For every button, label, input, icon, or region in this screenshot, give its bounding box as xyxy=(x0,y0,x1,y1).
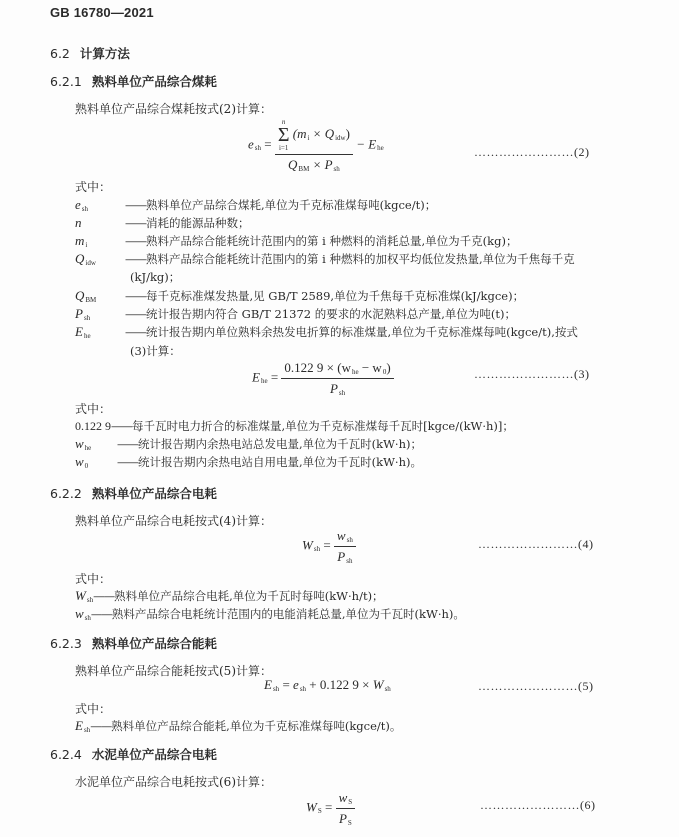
eq-subscript: sh xyxy=(333,165,340,173)
where-label: 式中： xyxy=(75,402,112,416)
section-title: 熟料单位产品综合电耗 xyxy=(91,486,217,501)
section-number: 6.2.3 xyxy=(50,636,82,651)
eq-symbol: e xyxy=(248,136,254,152)
eq-subscript: sh xyxy=(346,557,353,565)
eq-symbol: E xyxy=(264,677,272,692)
eq-term: Q xyxy=(288,157,298,172)
definition-w-sh: $w_{sh}——$熟料产品综合电耗统计范围内的电能消耗总量,单位为千瓦时(kW·h)。 xyxy=(75,606,465,622)
eq-term: − w xyxy=(358,360,382,375)
fraction xyxy=(334,528,356,565)
fraction xyxy=(281,360,393,397)
eq-term: P xyxy=(338,811,347,826)
eq-subscript: idw xyxy=(335,133,346,142)
def-symbol: W xyxy=(75,588,86,603)
definition-e-he-cont: (3)计算： xyxy=(130,344,181,358)
section-6-2-heading xyxy=(50,44,130,62)
def-symbol: Q xyxy=(75,251,85,266)
eq5-intro: 熟料单位产品综合能耗按式(5)计算： xyxy=(75,664,272,678)
def-text: 熟料单位产品综合电耗,单位为千瓦时每吨(kW·h/t)； xyxy=(114,589,384,603)
def-text: 熟料产品综合能耗统计范围内的第 i 种燃料的消耗总量,单位为千克(kg)； xyxy=(146,234,518,248)
def-symbol: m xyxy=(75,233,85,248)
eq-subscript: he xyxy=(260,377,268,386)
eq-symbol: W xyxy=(306,799,317,815)
def-text: 熟料产品综合电耗统计范围内的电能消耗总量,单位为千瓦时(kW·h)。 xyxy=(111,607,465,621)
def-text: 熟料单位产品综合能耗,单位为千克标准煤每吨(kgce/t)。 xyxy=(111,719,402,733)
section-title: 计算方法 xyxy=(79,46,130,61)
eq-term: + 0.122 9 × xyxy=(306,677,373,692)
equation-number-5: ……………………(5) xyxy=(478,679,594,693)
eq-subscript: sh xyxy=(272,685,280,693)
def-subscript: sh xyxy=(84,614,91,622)
where-label: 式中： xyxy=(75,572,112,586)
def-symbol: P xyxy=(75,306,83,321)
fraction xyxy=(275,118,353,173)
def-subscript: i xyxy=(85,241,88,249)
definition-q-idw: $Q_{idw}$ ——熟料产品综合能耗统计范围内的第 i 种燃料的加权平均低位发热量,单位为千焦每千克 xyxy=(75,251,575,267)
equation-4: $W_{sh}$ = $\frac{w_{sh}}{P_{sh}}$ xyxy=(302,528,356,565)
denominator xyxy=(334,547,355,565)
eq-subscript: i xyxy=(307,133,310,142)
def-text: 统计报告期内符合 GB/T 21372 的要求的水泥熟料总产量,单位为吨(t)； xyxy=(146,307,516,321)
def-text: 每千瓦时电力折合的标准煤量,单位为千克标准煤每千瓦时[kgce/(kW·h)]； xyxy=(132,419,514,433)
definition-e-he: $E_{he}$ ——统计报告期内单位熟料余热发电折算的标准煤量,单位为千克标准煤每吨(kgce/t),按式 xyxy=(75,324,578,340)
numerator xyxy=(334,528,356,547)
definition-m-i: $m_i$ ——熟料产品综合能耗统计范围内的第 i 种燃料的消耗总量,单位为千克(kg)； xyxy=(75,233,518,249)
section-number: 6.2.4 xyxy=(50,747,82,762)
eq4-intro: 熟料单位产品综合电耗按式(4)计算： xyxy=(75,514,272,528)
section-number: 6.2.1 xyxy=(50,74,82,89)
def-text: 每千克标准煤发热量,见 GB/T 2589,单位为千焦每千克标准煤(kJ/kgce)； xyxy=(146,289,525,303)
equation-2: $e_{sh}$ = n Σ i=1 $(m_i \times Q_{idw})$ $Q_{BM} \times P_{sh}$ − $E_{he}$ xyxy=(248,118,384,173)
def-symbol: Q xyxy=(75,288,85,303)
where-label: 式中： xyxy=(75,702,112,716)
where-label: 式中： xyxy=(75,180,112,194)
eq-subscript: S xyxy=(348,798,353,806)
equation-number-6: ……………………(6) xyxy=(480,798,596,812)
eq-subscript: sh xyxy=(313,545,321,554)
def-symbol: w xyxy=(75,436,84,451)
definition-E-sh: $E_{sh}——$熟料单位产品综合能耗,单位为千克标准煤每吨(kgce/t)。 xyxy=(75,718,402,734)
eq-term: (m xyxy=(292,125,307,141)
definition-e-sh: $e_{sh}$ ——熟料单位产品综合煤耗,单位为千克标准煤每吨(kgce/t)； xyxy=(75,197,437,213)
definition-p-sh: $P_{sh}$ ——统计报告期内符合 GB/T 21372 的要求的水泥熟料总产量,单位为吨(t)； xyxy=(75,306,516,322)
eq-term: W xyxy=(372,677,384,692)
def-text: 熟料产品综合能耗统计范围内的第 i 种燃料的加权平均低位发热量,单位为千焦每千克 xyxy=(146,252,575,266)
def-text: 统计报告期内单位熟料余热发电折算的标准煤量,单位为千克标准煤每吨(kgce/t),按式 xyxy=(146,325,578,339)
def-symbol: e xyxy=(75,197,81,212)
def-text: 熟料单位产品综合煤耗,单位为千克标准煤每吨(kgce/t)； xyxy=(146,198,437,212)
eq-term: e xyxy=(293,677,299,692)
section-title: 水泥单位产品综合电耗 xyxy=(91,747,217,762)
def-subscript: sh xyxy=(81,205,89,213)
def-subscript: sh xyxy=(86,596,94,604)
eq-term: ) xyxy=(345,125,350,141)
definition-q-idw-cont: (kJ/kg)； xyxy=(130,270,181,284)
equation-6: $W_S$ = $\frac{w_S}{P_S}$ xyxy=(306,790,355,827)
eq-subscript: BM xyxy=(298,165,310,173)
denominator xyxy=(285,155,343,173)
eq-subscript: he xyxy=(377,144,384,153)
def-subscript: sh xyxy=(83,314,91,322)
section-6-2-4-heading xyxy=(50,745,217,763)
section-title: 熟料单位产品综合煤耗 xyxy=(91,74,217,89)
eq-subscript: S xyxy=(347,819,352,827)
equation-number-4: ……………………(4) xyxy=(478,537,594,551)
section-6-2-3-heading xyxy=(50,634,217,652)
def-text: 统计报告期内余热电站自用电量,单位为千瓦时(kW·h)。 xyxy=(138,455,422,469)
eq-subscript: S xyxy=(317,807,322,816)
denominator xyxy=(327,379,348,397)
eq-subscript: sh xyxy=(254,144,262,153)
eq2-intro: 熟料单位产品综合煤耗按式(2)计算： xyxy=(75,102,272,116)
definition-n: n ——消耗的能源品种数； xyxy=(75,215,250,230)
sum-lower: i=1 xyxy=(278,144,289,152)
section-number: 6.2 xyxy=(50,46,70,61)
equation-number-2: ……………………(2) xyxy=(474,145,590,159)
def-subscript: he xyxy=(83,332,91,340)
definition-w-0: $w_0$ ——统计报告期内余热电站自用电量,单位为千瓦时(kW·h)。 xyxy=(75,454,422,470)
denominator xyxy=(336,809,355,827)
eq-term: × Q xyxy=(309,125,335,141)
eq-subscript: sh xyxy=(384,685,391,693)
def-symbol: w xyxy=(75,606,84,621)
equation-number-3: ……………………(3) xyxy=(474,367,590,381)
numerator xyxy=(275,118,353,155)
eq-subscript: 0 xyxy=(382,368,387,376)
fraction xyxy=(336,790,356,827)
def-subscript: 0 xyxy=(84,462,89,470)
eq-term: ) xyxy=(386,360,391,375)
eq6-intro: 水泥单位产品综合电耗按式(6)计算： xyxy=(75,775,272,789)
def-subscript: idw xyxy=(85,259,96,267)
eq-term: w xyxy=(336,528,346,543)
def-text: 统计报告期内余热电站总发电量,单位为千瓦时(kW·h)； xyxy=(138,437,422,451)
equation-5: $E_{sh} = e_{sh} + 0.122$ $9 \times W_{sh}$ xyxy=(264,677,391,693)
eq-subscript: sh xyxy=(346,536,353,544)
eq-term: − E xyxy=(356,136,377,152)
eq-subscript: sh xyxy=(299,685,307,693)
section-title: 熟料单位产品综合能耗 xyxy=(91,636,217,651)
def-symbol: 0.122 9 xyxy=(75,419,111,433)
eq-term: w xyxy=(338,790,348,805)
eq-subscript: sh xyxy=(338,389,346,397)
def-symbol: w xyxy=(75,454,84,469)
section-6-2-1-heading xyxy=(50,72,217,90)
eq-term: × P xyxy=(309,157,333,172)
section-6-2-2-heading xyxy=(50,484,217,502)
eq-subscript: he xyxy=(351,368,359,376)
equation-3: $E_{he}$ = $\frac{0.122 9 \times (w_{he} - w_0)}{P_{sh}}$ xyxy=(252,360,394,397)
definition-0-1229: 0.122 9——每千瓦时电力折合的标准煤量,单位为千克标准煤每千瓦时[kgce/(kW·h)]； xyxy=(75,419,514,433)
def-symbol: n xyxy=(75,215,82,230)
section-number: 6.2.2 xyxy=(50,486,82,501)
definition-q-bm: $Q_{BM}$ ——每千克标准煤发热量,见 GB/T 2589,单位为千焦每千克标准煤(kJ/kgce)； xyxy=(75,288,525,304)
numerator xyxy=(336,790,356,809)
definition-W-sh: $W_{sh}——$熟料单位产品综合电耗,单位为千瓦时每吨(kW·h/t)； xyxy=(75,588,384,604)
def-subscript: sh xyxy=(83,726,91,734)
numerator xyxy=(281,360,393,379)
eq-symbol: E xyxy=(252,369,260,385)
standard-number: GB 16780—2021 xyxy=(50,5,154,20)
def-symbol: E xyxy=(75,324,83,339)
eq-symbol: W xyxy=(302,537,313,553)
eq-term: P xyxy=(329,381,338,396)
eq-term: P xyxy=(337,549,346,564)
def-subscript: BM xyxy=(85,296,97,304)
definition-w-he: $w_{he}$ ——统计报告期内余热电站总发电量,单位为千瓦时(kW·h)； xyxy=(75,436,422,452)
sum-icon: n Σ i=1 xyxy=(277,118,290,152)
def-subscript: he xyxy=(84,444,92,452)
def-text: 消耗的能源品种数； xyxy=(146,216,250,230)
eq-term: 0.122 9 × (w xyxy=(284,360,351,375)
def-symbol: E xyxy=(75,718,83,733)
sum-upper: n xyxy=(281,118,286,126)
